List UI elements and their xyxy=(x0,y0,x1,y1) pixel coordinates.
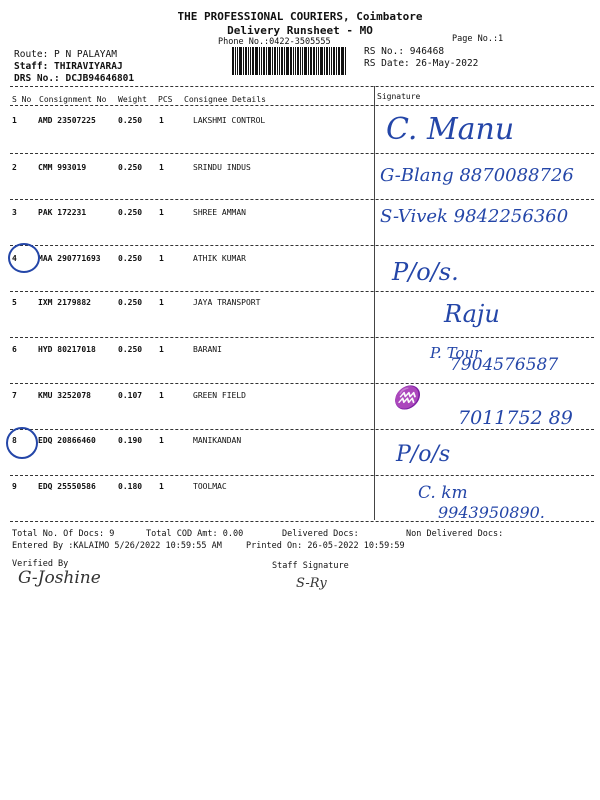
barcode-bar xyxy=(304,47,307,75)
signature-column-divider xyxy=(374,86,375,520)
row-pcs: 1 xyxy=(159,482,164,491)
barcode-bar xyxy=(336,47,337,75)
divider xyxy=(10,291,594,292)
row-sno: 1 xyxy=(12,116,17,125)
row-sno: 3 xyxy=(12,208,17,217)
barcode-bar xyxy=(239,47,242,75)
barcode-bar xyxy=(310,47,312,75)
phone-number: Phone No.:0422-3505555 xyxy=(218,37,331,47)
row-pcs: 1 xyxy=(159,345,164,354)
barcode-bar xyxy=(313,47,315,75)
staff-name: Staff: THIRAVIYARAJ xyxy=(14,61,123,72)
barcode-bar xyxy=(245,47,247,75)
company-title: THE PROFESSIONAL COURIERS, Coimbatore xyxy=(177,10,423,23)
divider xyxy=(10,105,594,106)
row-consignee: GREEN FIELD xyxy=(193,391,246,400)
divider xyxy=(10,383,594,384)
barcode-bar xyxy=(341,47,344,75)
barcode-bar xyxy=(268,47,271,75)
drs-number: DRS No.: DCJB94646801 xyxy=(14,73,135,84)
handwritten-signature: G-Blang 8870088726 xyxy=(380,165,574,186)
barcode-bar xyxy=(329,47,330,75)
staff-signature: S-Ry xyxy=(296,576,327,591)
barcode-bar xyxy=(277,47,278,75)
barcode-bar xyxy=(261,47,262,75)
entered-by: Entered By :KALAIMO 5/26/2022 10:59:55 AM xyxy=(12,541,222,551)
barcode-bar xyxy=(295,47,296,75)
row-weight: 0.250 xyxy=(118,116,143,125)
row-pcs: 1 xyxy=(159,116,164,125)
barcode-bar xyxy=(266,47,267,75)
row-consignment: KMU 3252078 xyxy=(38,391,91,400)
barcode-bar xyxy=(300,47,301,75)
col-header-signature: Signature xyxy=(377,92,421,101)
rs-date: RS Date: 26-May-2022 xyxy=(364,58,479,69)
col-header-consignment: Consignment No xyxy=(39,95,107,104)
barcode-bar xyxy=(279,47,280,75)
row-sno: 8 xyxy=(12,436,17,445)
row-pcs: 1 xyxy=(159,436,164,445)
row-sno: 5 xyxy=(12,298,17,307)
row-sno: 7 xyxy=(12,391,17,400)
barcode-bar xyxy=(235,47,236,75)
barcode-bar xyxy=(255,47,258,75)
row-consignee: TOOLMAC xyxy=(193,482,227,491)
barcode-bar xyxy=(263,47,265,75)
barcode-bar xyxy=(297,47,299,75)
row-consignee: JAYA TRANSPORT xyxy=(193,298,261,307)
row-consignment: MAA 290771693 xyxy=(38,254,101,263)
barcode-bar xyxy=(293,47,294,75)
row-sno: 9 xyxy=(12,482,17,491)
barcode-bar xyxy=(333,47,335,75)
handwritten-signature: 7011752 89 xyxy=(458,407,573,429)
runsheet-title: Delivery Runsheet - MO xyxy=(227,24,373,37)
divider xyxy=(10,429,594,430)
row-consignee: ATHIK KUMAR xyxy=(193,254,246,263)
divider xyxy=(10,245,594,246)
row-weight: 0.250 xyxy=(118,298,143,307)
row-pcs: 1 xyxy=(159,208,164,217)
barcode-bar xyxy=(320,47,323,75)
total-cod: Total COD Amt: 0.00 xyxy=(146,529,244,539)
handwritten-signature: 9943950890. xyxy=(438,503,545,522)
barcode-bar xyxy=(290,47,292,75)
row-pcs: 1 xyxy=(159,298,164,307)
barcode-bar xyxy=(345,47,346,75)
barcode-bar xyxy=(248,47,249,75)
barcode-bar xyxy=(243,47,244,75)
verifier-signature: G-Joshine xyxy=(18,568,101,588)
row-weight: 0.250 xyxy=(118,208,143,217)
col-header-sno: S No xyxy=(12,95,32,104)
row-consignment: PAK 172231 xyxy=(38,208,87,217)
printed-on: Printed On: 26-05-2022 10:59:59 xyxy=(246,541,405,551)
barcode-bar xyxy=(284,47,285,75)
handwritten-signature: P/o/s xyxy=(396,442,451,467)
barcode-bar xyxy=(326,47,328,75)
row-sno: 2 xyxy=(12,163,17,172)
circle-mark xyxy=(6,427,38,459)
row-consignment: EDQ 20866460 xyxy=(38,436,96,445)
handwritten-signature: C. km xyxy=(418,483,468,503)
row-weight: 0.180 xyxy=(118,482,143,491)
row-consignee: SRINDU INDUS xyxy=(193,163,251,172)
row-consignee: MANIKANDAN xyxy=(193,436,242,445)
row-sno: 4 xyxy=(12,254,17,263)
row-consignee: LAKSHMI CONTROL xyxy=(193,116,266,125)
row-consignment: HYD 80217018 xyxy=(38,345,96,354)
barcode-bar xyxy=(250,47,251,75)
total-docs: Total No. Of Docs: 9 xyxy=(12,529,115,539)
barcode-bar xyxy=(324,47,325,75)
barcode-bar xyxy=(316,47,317,75)
barcode-bar xyxy=(252,47,254,75)
page-number: Page No.:1 xyxy=(452,34,504,44)
circle-mark xyxy=(8,243,40,273)
non-delivered-docs: Non Delivered Docs: xyxy=(406,529,504,539)
row-pcs: 1 xyxy=(159,391,164,400)
row-consignment: IXM 2179882 xyxy=(38,298,91,307)
barcode-bar xyxy=(272,47,273,75)
row-consignment: EDQ 25550586 xyxy=(38,482,96,491)
row-consignee: SHREE AMMAN xyxy=(193,208,246,217)
barcode-bar xyxy=(331,47,332,75)
col-header-pcs: PCS xyxy=(158,95,173,104)
handwritten-signature: 7904576587 xyxy=(450,355,559,375)
barcode-bar xyxy=(281,47,283,75)
barcode-bar xyxy=(237,47,238,75)
verified-by-label: Verified By xyxy=(12,559,69,569)
row-sno: 6 xyxy=(12,345,17,354)
delivered-docs: Delivered Docs: xyxy=(282,529,359,539)
barcode-bar xyxy=(338,47,340,75)
row-consignment: CMM 993019 xyxy=(38,163,87,172)
barcode-bar xyxy=(259,47,260,75)
row-consignee: BARANI xyxy=(193,345,222,354)
divider xyxy=(10,199,594,200)
barcode-bar xyxy=(302,47,303,75)
handwritten-signature: Raju xyxy=(444,300,500,328)
handwritten-signature: P. Tour xyxy=(430,344,482,362)
col-header-weight: Weight xyxy=(118,95,147,104)
row-pcs: 1 xyxy=(159,163,164,172)
col-header-consignee: Consignee Details xyxy=(184,95,266,104)
rs-number: RS No.: 946468 xyxy=(364,46,445,57)
row-weight: 0.250 xyxy=(118,163,143,172)
divider xyxy=(10,475,594,476)
handwritten-signature: P/o/s. xyxy=(392,258,459,286)
handwritten-signature: S-Vivek 9842256360 xyxy=(380,206,569,227)
barcode-bar xyxy=(286,47,289,75)
row-weight: 0.250 xyxy=(118,254,143,263)
barcode xyxy=(232,47,360,75)
barcode-bar xyxy=(308,47,309,75)
barcode-bar xyxy=(232,47,234,75)
barcode-bar xyxy=(318,47,319,75)
handwritten-signature: C. Manu xyxy=(386,112,515,147)
divider xyxy=(10,337,594,338)
divider xyxy=(10,153,594,154)
divider xyxy=(10,86,594,87)
row-consignment: AMD 23507225 xyxy=(38,116,96,125)
row-pcs: 1 xyxy=(159,254,164,263)
handwritten-scribble: ♒ xyxy=(392,386,420,411)
barcode-bar xyxy=(274,47,276,75)
row-weight: 0.190 xyxy=(118,436,143,445)
row-weight: 0.250 xyxy=(118,345,143,354)
route: Route: P N PALAYAM xyxy=(14,49,117,60)
row-weight: 0.107 xyxy=(118,391,143,400)
staff-signature-label: Staff Signature xyxy=(272,561,349,571)
